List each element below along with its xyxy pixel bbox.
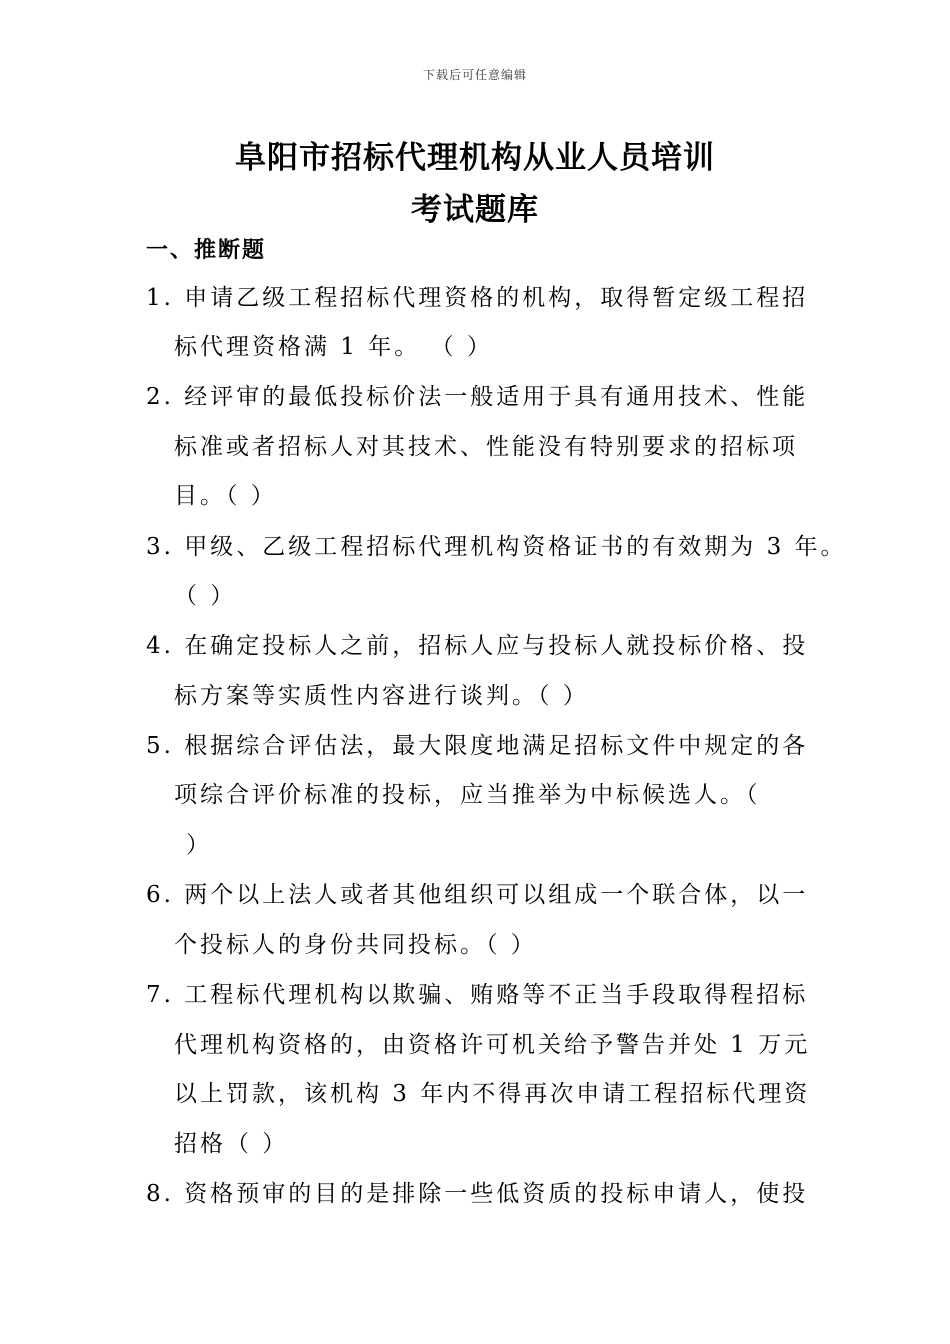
question-5-line-3: ）: [186, 832, 212, 858]
question-5-line-1: 5. 根据综合评估法，最大限度地满足招标文件中规定的各: [146, 733, 809, 759]
question-4-line-2: 标方案等实质性内容进行谈判。（ ）: [174, 683, 589, 709]
question-4-line-1: 4. 在确定投标人之前，招标人应与投标人就投标价格、投: [146, 633, 809, 659]
question-7-line-2: 代理机构资格的，由资格许可机关给予警告并处 1 万元: [174, 1032, 811, 1058]
question-7-line-4: 招格（ ）: [174, 1131, 289, 1157]
question-6-line-2: 个投标人的身份共同投标。（ ）: [174, 932, 537, 958]
question-8-line-1: 8. 资格预审的目的是排除一些低资质的投标申请人，使投: [146, 1181, 809, 1207]
question-1-line-2: 标代理资格满 1 年。 （ ）: [174, 334, 493, 360]
document-subtitle: 考试题库: [411, 192, 539, 228]
question-2-line-3: 目。（ ）: [174, 483, 277, 509]
header-note: 下载后可任意编辑: [422, 68, 527, 82]
question-6-line-1: 6. 两个以上法人或者其他组织可以组成一个联合体，以一: [146, 882, 809, 908]
question-1-line-1: 1. 申请乙级工程招标代理资格的机构，取得暂定级工程招: [146, 285, 809, 311]
question-2-line-2: 标准或者招标人对其技术、性能没有特别要求的招标项: [174, 434, 798, 460]
document-title: 阜阳市招标代理机构从业人员培训: [235, 140, 715, 176]
question-3-line-1: 3. 甲级、乙级工程招标代理机构资格证书的有效期为 3 年。: [146, 534, 847, 560]
question-7-line-3: 以上罚款，该机构 3 年内不得再次申请工程招标代理资: [174, 1081, 811, 1107]
question-5-line-2: 项综合评价标准的投标，应当推举为中标候选人。（: [174, 782, 761, 808]
question-7-line-1: 7. 工程标代理机构以欺骗、贿赂等不正当手段取得程招标: [146, 982, 809, 1008]
section-heading: 一、推断题: [146, 238, 267, 263]
question-2-line-1: 2. 经评审的最低投标价法一般适用于具有通用技术、性能: [146, 384, 809, 410]
question-3-line-2: （ ）: [174, 583, 237, 609]
